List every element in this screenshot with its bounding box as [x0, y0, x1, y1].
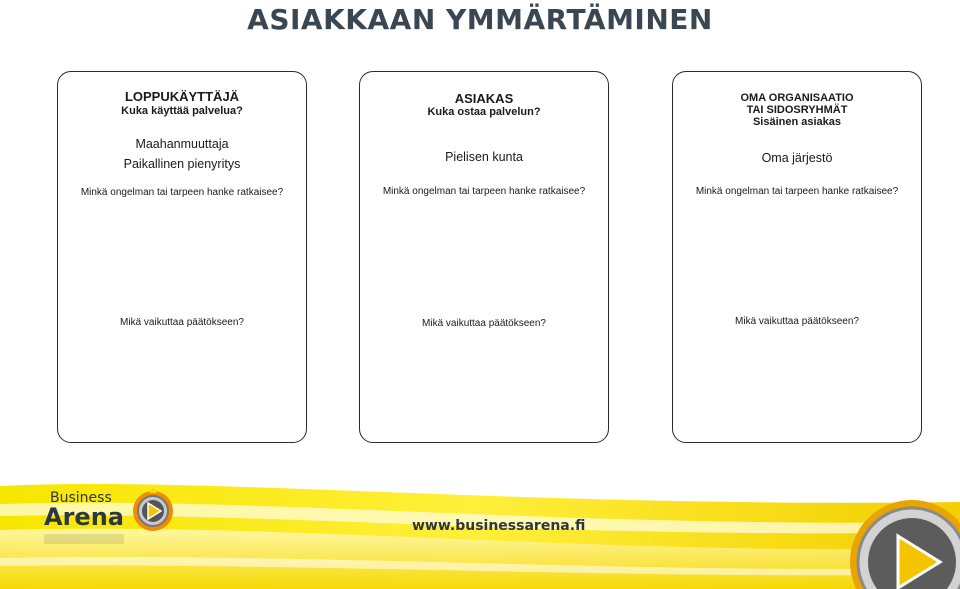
card-question-decision: Mikä vaikuttaa päätökseen? [735, 316, 859, 327]
card-value: Paikallinen pienyritys [123, 157, 241, 171]
card-customer [359, 71, 609, 443]
card-question-decision: Mikä vaikuttaa päätökseen? [120, 317, 244, 328]
website-link[interactable]: www.businessarena.fi [412, 518, 586, 534]
logo-text-arena: Arena [44, 503, 124, 531]
card-value: Maahanmuuttaja [135, 137, 229, 151]
card-subheading: Kuka käyttää palvelua? [121, 105, 243, 117]
logo-text-business: Business [50, 490, 112, 506]
business-arena-logo [44, 490, 184, 550]
card-end-user [57, 71, 307, 443]
card-question-problem: Minkä ongelman tai tarpeen hanke ratkaisee? [80, 187, 284, 198]
card-heading-line: TAI SIDOSRYHMÄT [746, 104, 848, 116]
page-title: ASIAKKAAN YMMÄRTÄMINEN [247, 3, 713, 36]
card-own-organization [672, 71, 922, 443]
card-question-decision: Mikä vaikuttaa päätökseen? [422, 318, 546, 329]
card-heading-line: OMA ORGANISAATIO [740, 92, 854, 104]
card-value: Oma järjestö [761, 151, 833, 165]
card-heading: ASIAKAS [454, 91, 514, 106]
card-heading: LOPPUKÄYTTÄJÄ [124, 89, 240, 104]
card-subheading: Kuka ostaa palvelun? [427, 106, 541, 118]
card-subheading: Sisäinen asiakas [752, 116, 842, 128]
logo-emblem-icon [128, 486, 178, 536]
card-question-problem: Minkä ongelman tai tarpeen hanke ratkaisee? [695, 186, 899, 197]
logo-reflection [44, 534, 124, 544]
card-value: Pielisen kunta [445, 150, 523, 164]
card-question-problem: Minkä ongelman tai tarpeen hanke ratkaisee? [382, 186, 586, 197]
